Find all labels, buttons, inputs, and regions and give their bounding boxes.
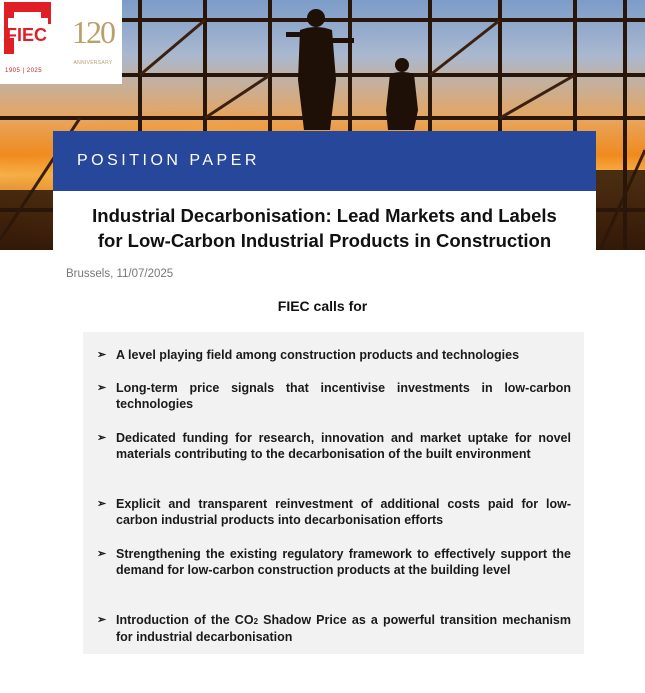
list-item xyxy=(97,613,571,645)
list-item-text: Long-term price signals that incentivise investments in low-carbon technologies xyxy=(116,381,571,411)
list-item xyxy=(97,497,571,528)
anniversary-label: ANNIVERSARY xyxy=(73,60,113,66)
arrowhead-bullet-icon: ➢ xyxy=(97,349,107,361)
subscript-two: 2 xyxy=(253,617,259,626)
document-type-label: POSITION PAPER xyxy=(77,152,260,169)
calls-heading: FIEC calls for xyxy=(277,298,368,314)
document-title xyxy=(53,191,596,251)
list-item xyxy=(97,547,571,578)
list-item xyxy=(97,431,571,462)
calls-list xyxy=(83,332,584,654)
list-item-text: Explicit and transparent reinvestment of additional costs paid for low-carbon industrial products into decarbonisation efforts xyxy=(116,497,571,527)
arrowhead-bullet-icon: ➢ xyxy=(97,382,107,394)
logo-years: 1905 | 2025 xyxy=(5,68,43,74)
logo-text: FIEC xyxy=(6,25,48,45)
list-item-text-part: Introduction of the CO xyxy=(116,613,254,627)
document-type-banner xyxy=(53,131,596,191)
arrowhead-bullet-icon: ➢ xyxy=(97,432,107,444)
list-item-text: A level playing field among construction products and technologies xyxy=(116,348,520,362)
list-item-text xyxy=(116,613,571,645)
arrowhead-bullet-icon: ➢ xyxy=(97,498,107,510)
title-line-1: Industrial Decarbonisation: Lead Markets and Labels xyxy=(92,205,557,226)
list-item-text: Strengthening the existing regulatory framework to effectively support the demand for low-carbon construction products at the building level xyxy=(116,547,571,577)
arrowhead-bullet-icon: ➢ xyxy=(97,548,107,560)
list-item xyxy=(97,381,571,412)
document-date: Brussels, 11/07/2025 xyxy=(66,268,174,280)
title-line-2: for Low-Carbon Industrial Products in Construction xyxy=(97,230,552,251)
anniversary-number: 120 xyxy=(72,14,114,50)
list-item-text-part: Shadow Price as a powerful transition mechanism for industrial decarbonisation xyxy=(116,613,571,644)
logo-panel xyxy=(0,0,122,84)
arrowhead-bullet-icon: ➢ xyxy=(97,614,107,626)
list-item xyxy=(97,348,571,364)
list-item-text: Dedicated funding for research, innovation and market uptake for novel materials contributing to the decarbonisation of the built environment xyxy=(116,431,571,461)
